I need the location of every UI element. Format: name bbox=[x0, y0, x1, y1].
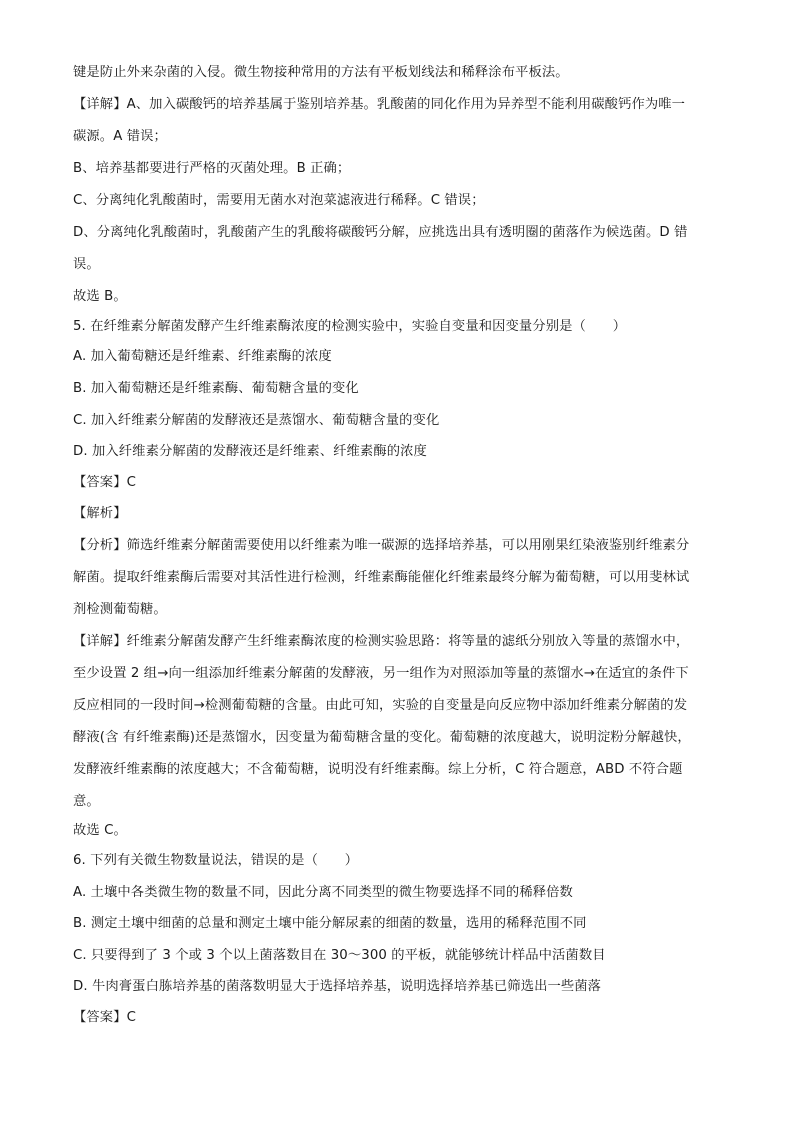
option-a: A. 加入葡萄糖还是纤维素、纤维素酶的浓度 bbox=[73, 349, 332, 364]
question-5-stem: 5. 在纤维素分解菌发酵产生纤维素酶浓度的检测实验中，实验自变量和因变量分别是（ ） bbox=[73, 319, 627, 334]
text-line: 至少设置 2 组→向一组添加纤维素分解菌的发酵液，另一组作为对照添加等量的蒸馏水→在适宜的条件下 bbox=[73, 666, 689, 681]
option-d: D. 加入纤维素分解菌的发酵液还是纤维素、纤维素酶的浓度 bbox=[73, 444, 427, 459]
text-line: 误。 bbox=[73, 257, 100, 272]
text-line: B、培养基都要进行严格的灭菌处理。B 正确； bbox=[73, 161, 351, 176]
analysis-heading: 【解析】 bbox=[73, 506, 127, 521]
option-d: D. 牛肉膏蛋白胨培养基的菌落数明显大于选择培养基，说明选择培养基已筛选出一些菌落 bbox=[73, 979, 602, 994]
text-line: 故选 B。 bbox=[73, 289, 127, 304]
text-line: C、分离纯化乳酸菌时，需要用无菌水对泡菜滤液进行稀释。C 错误； bbox=[73, 193, 485, 208]
text-line: 碳源。A 错误； bbox=[73, 129, 167, 144]
option-b: B. 测定土壤中细菌的总量和测定土壤中能分解尿素的细菌的数量，选用的稀释范围不同 bbox=[73, 916, 587, 931]
text-line: 反应相同的一段时间→检测葡萄糖的含量。由此可知，实验的自变量是向反应物中添加纤维素分解菌的发 bbox=[73, 698, 688, 713]
text-line: 发酵液纤维素酶的浓度越大；不含葡萄糖，说明没有纤维素酶。综上分析，C 符合题意，ABD 不符合题 bbox=[73, 762, 683, 777]
text-line: 故选 C。 bbox=[73, 823, 127, 838]
text-line: 【详解】A、加入碳酸钙的培养基属于鉴别培养基。乳酸菌的同化作用为异养型不能利用碳酸钙作为唯一 bbox=[73, 97, 686, 112]
text-line: 意。 bbox=[73, 794, 100, 809]
text-line: 键是防止外来杂菌的入侵。微生物接种常用的方法有平板划线法和稀释涂布平板法。 bbox=[73, 65, 569, 80]
answer-label: 【答案】C bbox=[73, 475, 136, 490]
text-line: 【详解】纤维素分解菌发酵产生纤维素酶浓度的检测实验思路：将等量的滤纸分别放入等量的蒸馏水中， bbox=[73, 634, 690, 649]
text-line: D、分离纯化乳酸菌时，乳酸菌产生的乳酸将碳酸钙分解，应挑选出具有透明圈的菌落作为候选菌。D 错 bbox=[73, 225, 688, 240]
text-line: 【分析】筛选纤维素分解菌需要使用以纤维素为唯一碳源的选择培养基，可以用刚果红染液鉴别纤维素分 bbox=[73, 538, 690, 553]
text-line: 解菌。提取纤维素酶后需要对其活性进行检测，纤维素酶能催化纤维素最终分解为葡萄糖，可以用斐林试 bbox=[73, 570, 690, 585]
text-line: 酵液(含 有纤维素酶)还是蒸馏水，因变量为葡萄糖含量的变化。葡萄糖的浓度越大，说明淀粉分解越快， bbox=[73, 730, 691, 745]
option-c: C. 只要得到了 3 个或 3 个以上菌落数目在 30～300 的平板，就能够统计样品中活菌数目 bbox=[73, 948, 606, 963]
option-c: C. 加入纤维素分解菌的发酵液还是蒸馏水、葡萄糖含量的变化 bbox=[73, 413, 440, 428]
option-b: B. 加入葡萄糖还是纤维素酶、葡萄糖含量的变化 bbox=[73, 381, 359, 396]
question-6-stem: 6. 下列有关微生物数量说法，错误的是（ ） bbox=[73, 853, 359, 868]
option-a: A. 土壤中各类微生物的数量不同，因此分离不同类型的微生物要选择不同的稀释倍数 bbox=[73, 885, 573, 900]
text-line: 剂检测葡萄糖。 bbox=[73, 602, 167, 617]
answer-label: 【答案】C bbox=[73, 1010, 136, 1025]
